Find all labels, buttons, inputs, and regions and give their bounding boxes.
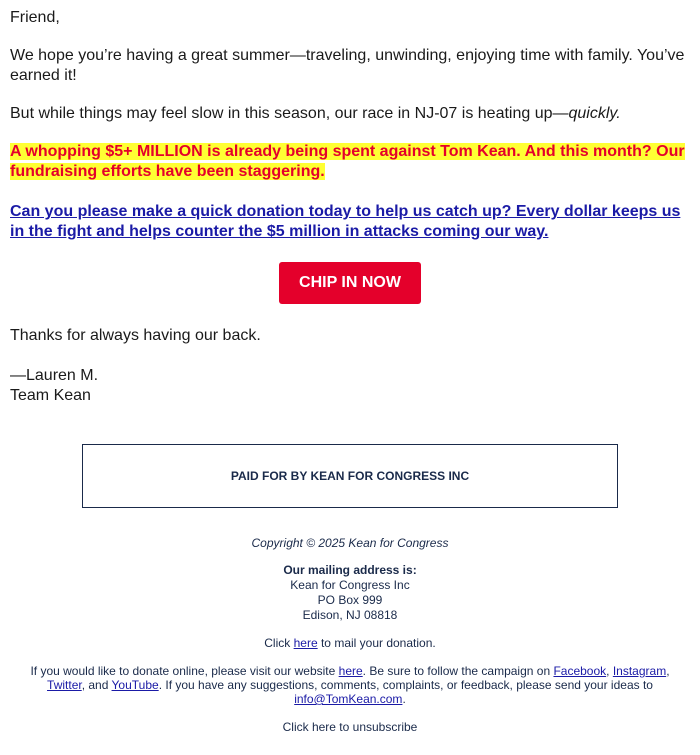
intro-paragraph: We hope you’re having a great summer—traveling, unwinding, enjoying time with family. You’ve earned it! [10, 47, 685, 84]
mailing-line-1: Kean for Congress Inc [290, 578, 410, 592]
facebook-link[interactable]: Facebook [553, 664, 607, 678]
mailing-line-2: PO Box 999 [317, 593, 383, 607]
signature-team: Team Kean [10, 387, 91, 404]
youtube-link[interactable]: YouTube [111, 678, 159, 692]
race-paragraph-text: But while things may feel slow in this season, our race in NJ-07 is heating up— [10, 105, 569, 122]
online-text-a: If you would like to donate online, please visit our website [30, 664, 339, 678]
twitter-link[interactable]: Twitter [47, 678, 82, 692]
email-footer [0, 444, 700, 734]
donation-ask-link[interactable]: Can you please make a quick donation today to help us catch up? Every dollar keeps us in the fight and helps counter the $5 million in attacks coming our way. [10, 203, 681, 240]
mail-prefix: Click [264, 636, 294, 650]
website-here-link[interactable]: here [338, 664, 363, 678]
instagram-link[interactable]: Instagram [612, 664, 667, 678]
comma-1: , [606, 664, 613, 678]
race-paragraph-emphasis: quickly. [568, 105, 621, 122]
cta-wrapper [10, 262, 690, 304]
mail-donation-line [0, 636, 700, 650]
online-text-c: . If you have any suggestions, comments, complaints, or feedback, please send your ideas to [158, 678, 653, 692]
paid-for-box [82, 444, 618, 508]
unsubscribe-link[interactable]: Click here to unsubscribe [282, 720, 418, 734]
highlight-block [10, 142, 690, 182]
paid-for-text: PAID FOR BY KEAN FOR CONGRESS INC [230, 469, 470, 483]
and-text: , and [81, 678, 112, 692]
thanks-line: Thanks for always having our back. [10, 327, 261, 344]
comma-2: , [666, 664, 670, 678]
chip-in-button[interactable]: CHIP IN NOW [279, 262, 421, 304]
mailing-heading: Our mailing address is: [283, 563, 417, 577]
greeting: Friend, [10, 9, 60, 26]
mailing-line-3: Edison, NJ 08818 [302, 608, 398, 622]
period: . [402, 692, 406, 706]
online-donation-paragraph [0, 664, 700, 706]
race-paragraph [10, 104, 690, 124]
signature-name: —Lauren M. [10, 367, 99, 384]
email-body [10, 8, 690, 406]
mail-here-link[interactable]: here [293, 636, 318, 650]
copyright: Copyright © 2025 Kean for Congress [251, 536, 449, 550]
online-text-b: . Be sure to follow the campaign on [362, 664, 554, 678]
highlight-text: A whopping $5+ MILLION is already being spent against Tom Kean. And this month? Our fundraising efforts have been staggering. [10, 143, 685, 180]
mail-suffix: to mail your donation. [317, 636, 436, 650]
mailing-address [0, 563, 700, 623]
email-contact-link[interactable]: info@TomKean.com [294, 692, 403, 706]
